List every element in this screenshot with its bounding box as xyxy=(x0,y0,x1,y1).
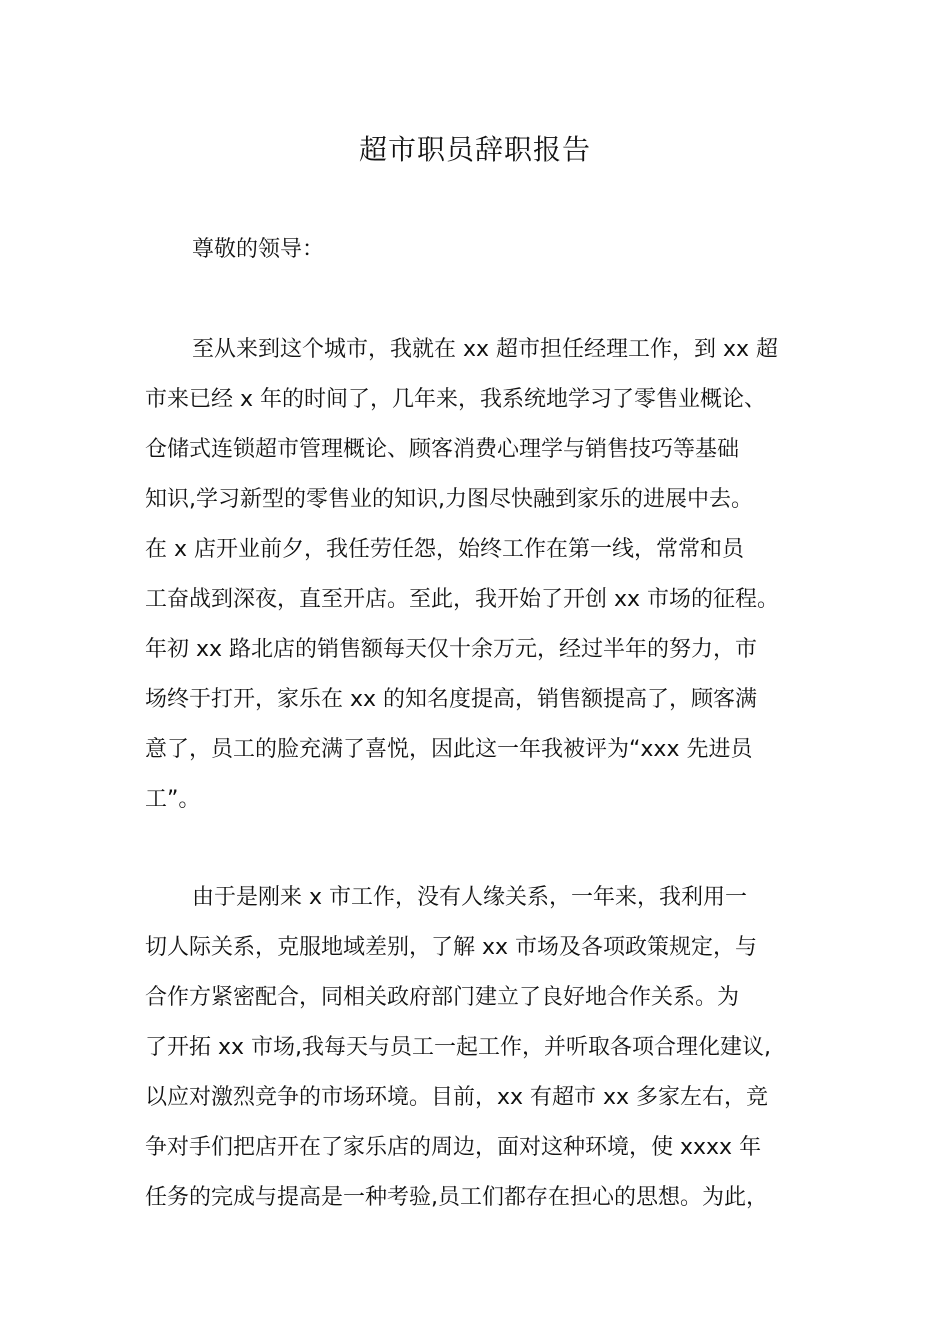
paragraph-line: 市来已经 x 年的时间了，几年来，我系统地学习了零售业概论、 xyxy=(145,387,767,412)
paragraph-line: 年初 xx 路北店的销售额每天仅十余万元，经过半年的努力，市 xyxy=(145,637,758,662)
salutation: 尊敬的领导： xyxy=(192,237,325,262)
paragraph-line: 场终于打开，家乐在 xx 的知名度提高，销售额提高了，顾客满 xyxy=(145,687,758,712)
paragraph-line: 工奋战到深夜，直至开店。至此，我开始了开创 xx 市场的征程。 xyxy=(145,587,780,612)
paragraph-line: 了开拓 xx 市场,我每天与员工一起工作，并听取各项合理化建议, xyxy=(145,1035,772,1060)
paragraph-line: 争对手们把店开在了家乐店的周边，面对这种环境，使 xxxx 年 xyxy=(145,1135,762,1160)
paragraph-line: 切人际关系，克服地域差别，了解 xx 市场及各项政策规定，与 xyxy=(145,935,758,960)
paragraph-line: 合作方紧密配合，同相关政府部门建立了良好地合作关系。为 xyxy=(145,985,740,1010)
paragraph-line: 仓储式连锁超市管理概论、顾客消费心理学与销售技巧等基础 xyxy=(145,437,740,462)
paragraph-line: 意了，员工的脸充满了喜悦，因此这一年我被评为“xxx 先进员 xyxy=(145,737,753,762)
document-title: 超市职员辞职报告 xyxy=(358,133,591,166)
paragraph-line: 知识,学习新型的零售业的知识,力图尽快融到家乐的进展中去。 xyxy=(145,487,753,512)
paragraph-line: 在 x 店开业前夕，我任劳任怨，始终工作在第一线，常常和员 xyxy=(145,537,745,562)
paragraph-2 xyxy=(145,873,825,1223)
paragraph-1 xyxy=(145,325,825,825)
paragraph-line: 工”。 xyxy=(145,787,201,812)
paragraph-line: 至从来到这个城市，我就在 xx 超市担任经理工作，到 xx 超 xyxy=(192,337,779,362)
paragraph-line: 以应对激烈竞争的市场环境。目前，xx 有超市 xx 多家左右，竞 xyxy=(145,1085,769,1110)
paragraph-line: 任务的完成与提高是一种考验,员工们都存在担心的思想。为此， xyxy=(145,1185,768,1210)
paragraph-line: 由于是刚来 x 市工作，没有人缘关系，一年来，我利用一 xyxy=(192,885,748,910)
